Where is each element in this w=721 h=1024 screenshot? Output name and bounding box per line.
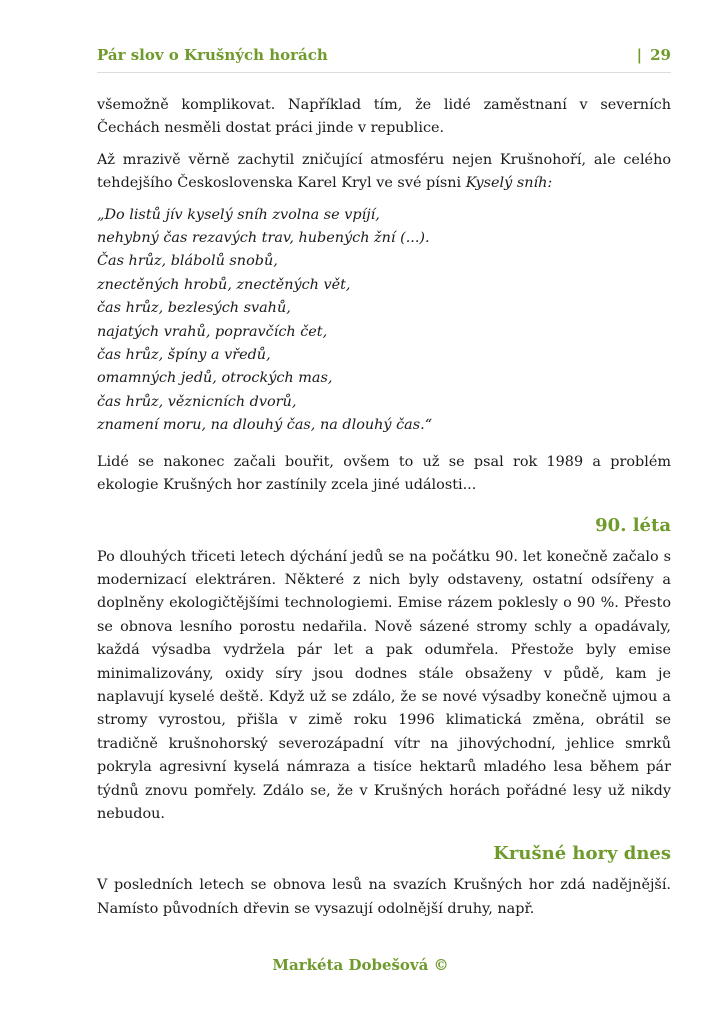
section-heading-90s: 90. léta bbox=[595, 514, 671, 536]
poem-line: nehybný čas rezavých trav, hubených žní (...). bbox=[97, 230, 430, 247]
paragraph-5: V posledních letech se obnova lesů na svazích Krušných hor zdá nadějnější. Namísto původních dřevin se vysazují odolnější druhy, např. bbox=[97, 877, 671, 917]
poem-line: Čas hrůz, blábolů snobů, bbox=[97, 253, 278, 270]
poem-line: „Do listů jív kyselý sníh zvolna se vpíjí, bbox=[97, 206, 380, 223]
poem-line: omamných jedů, otrockých mas, bbox=[97, 370, 333, 387]
page-body bbox=[97, 94, 671, 929]
song-title: Kyselý sníh: bbox=[465, 175, 553, 192]
page-number-group bbox=[637, 46, 671, 64]
paragraph-4: Po dlouhých třiceti letech dýchání jedů se na počátku 90. let konečně začalo s modernizací elektráren. Některé z nich byly odstaveny, ostatní odsířeny a doplněny ekologičtějšími technologiemi. Emise rázem poklesly o 90 %. Přesto se obnova lesního porostu nedařila. Nově sázené stromy schly a opadávaly, každá výsadba vydržela pár let a pak odumřela. Přestože byly emise minimalizovány, oxidy síry jsou dodnes stále obsaženy v půdě, kam je naplavují kyselé deště. Když už se zdálo, že se nové výsadby konečně ujmou a stromy vyrostou, přišla v zimě roku 1996 klimatická změna, obrátil se tradičně krušnohorský severozápadní vítr na jihovýchodní, jehlice smrků pokryla agresivní kyselá námraza a tisíce hektarů mladého lesa během pár týdnů znovu pomřely. Zdálo se, že v Krušných horách pořádné lesy už nikdy nebudou. bbox=[97, 548, 671, 822]
paragraph-2 bbox=[97, 149, 671, 196]
poem-line: najatých vrahů, popravčích čet, bbox=[97, 323, 328, 340]
paragraph-3: Lidé se nakonec začali bouřit, ovšem to už se psal rok 1989 a problém ekologie Krušných hor zastínily zcela jiné události... bbox=[97, 453, 671, 494]
section-heading-today: Krušné hory dnes bbox=[493, 843, 671, 865]
paragraph-1: všemožně komplikovat. Například tím, že lidé zaměstnaní v severních Čechách nesměli dostat práci jinde v republice. bbox=[97, 97, 671, 137]
running-title: Pár slov o Krušných horách bbox=[97, 46, 328, 64]
page-number: 29 bbox=[650, 46, 671, 64]
poem-quote bbox=[97, 204, 671, 438]
poem-line: čas hrůz, věznicních dvorů, bbox=[97, 393, 297, 410]
page-footer bbox=[0, 956, 721, 974]
author-credit: Markéta Dobešová © bbox=[272, 956, 449, 974]
poem-line: znamení moru, na dlouhý čas, na dlouhý čas.“ bbox=[97, 417, 433, 434]
poem-line: čas hrůz, bezlesých svahů, bbox=[97, 300, 291, 317]
poem-line: znectěných hrobů, znectěných vět, bbox=[97, 276, 351, 293]
poem-line: čas hrůz, špíny a vředů, bbox=[97, 347, 271, 364]
page-header bbox=[97, 46, 671, 73]
header-separator: | bbox=[636, 46, 643, 64]
paragraph-2-text: Až mrazivě věrně zachytil zničující atmosféru nejen Krušnohoří, ale celého tehdejšího Československa Karel Kryl ve své písni bbox=[97, 151, 671, 192]
